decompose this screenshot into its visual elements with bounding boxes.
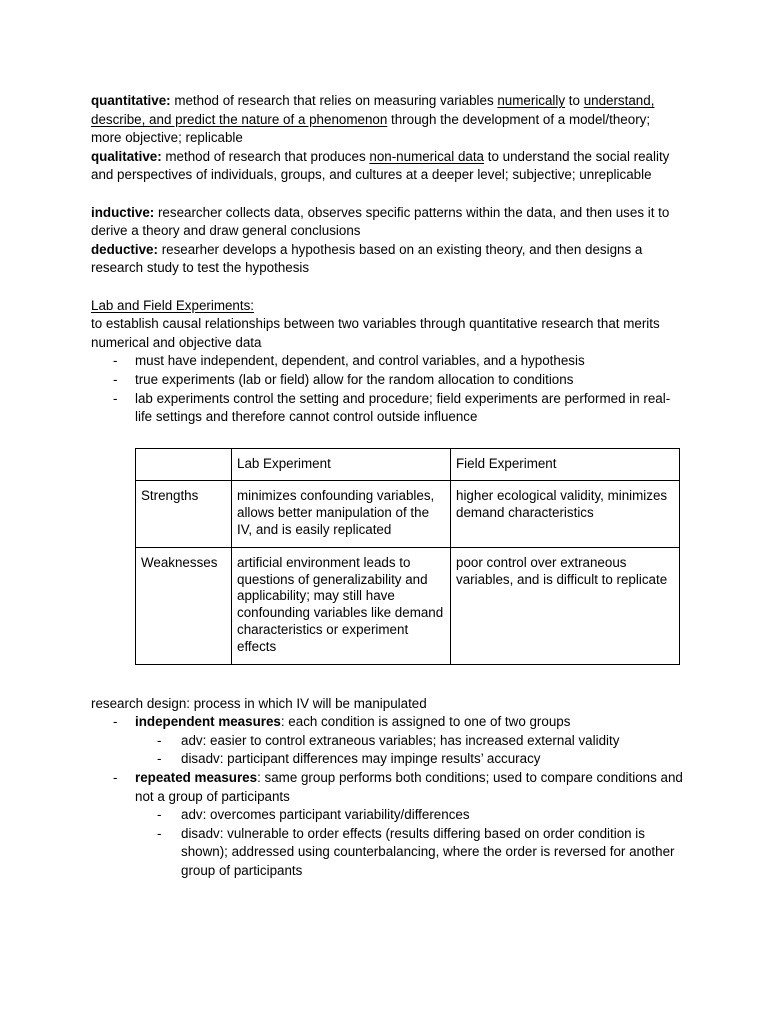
- quantitative-underline-numerically: numerically: [497, 93, 566, 108]
- experiments-bullet-list: [91, 352, 683, 426]
- qualitative-text: method of research that produces: [161, 148, 370, 164]
- list-item: - must have independent, dependent, and control variables, and a hypothesis: [91, 352, 683, 371]
- quantitative-definition: [91, 92, 683, 148]
- cell-lab-strengths: minimizes confounding variables, allows better manipulation of the IV, and is easily replicated: [232, 481, 451, 547]
- qualitative-text-end: to understand the social reality and perspectives of individuals, groups, and cultures at a deeper level; subjective; unreplicable: [91, 148, 670, 183]
- cell-field-weaknesses: poor control over extraneous variables, and is difficult to replicate: [451, 547, 680, 664]
- quantitative-text-end: through the development of a model/theory; more objective; replicable: [91, 111, 651, 146]
- column-header-field: Field Experiment: [451, 448, 680, 481]
- list-item: - disadv: vulnerable to order effects (results differing based on order condition is shown); addressed using counterbalancing, where the order is reversed for another group of participants: [135, 825, 683, 881]
- deductive-text: researher develops a hypothesis based on an existing theory, and then designs a research study to test the hypothesis: [91, 241, 643, 276]
- independent-measures-sublist: [135, 732, 683, 769]
- column-header-lab: Lab Experiment: [232, 448, 451, 481]
- experiments-heading-text: Lab and Field Experiments:: [91, 297, 255, 313]
- spacer: [91, 185, 683, 204]
- table-header-row: [136, 448, 680, 481]
- list-item: - disadv: participant differences may impinge results’ accuracy: [135, 750, 683, 769]
- row-label-strengths: Strengths: [136, 481, 232, 547]
- inductive-definition: [91, 204, 683, 241]
- table-row: [136, 481, 680, 547]
- independent-measures-term: independent measures: [135, 714, 281, 730]
- list-item: [91, 769, 683, 881]
- repeated-measures-text: : same group performs both conditions; used to compare conditions and not a group of participants: [135, 770, 683, 804]
- repeated-measures-term: repeated measures: [135, 770, 258, 786]
- qualitative-underline: non-numerical data: [369, 148, 485, 164]
- research-design-list: [91, 713, 683, 880]
- qualitative-definition: [91, 148, 683, 185]
- research-design-intro: research design: process in which IV will be manipulated: [91, 695, 427, 711]
- independent-measures-text: : each condition is assigned to one of two groups: [280, 714, 571, 730]
- row-label-weaknesses: Weaknesses: [136, 547, 232, 664]
- experiments-intro: to establish causal relationships between two variables through quantitative research that merits numerical and objective data: [91, 316, 660, 350]
- deductive-definition: [91, 241, 683, 278]
- quantitative-underline-phenomenon: understand, describe, and predict the nature of a phenomenon: [91, 93, 655, 127]
- table-row: [136, 547, 680, 664]
- experiment-comparison-table: [135, 448, 680, 665]
- deductive-term: deductive:: [91, 241, 158, 257]
- list-item: [91, 713, 683, 769]
- quantitative-term: quantitative:: [91, 93, 171, 108]
- cell-field-strengths: higher ecological validity, minimizes demand characteristics: [451, 481, 680, 547]
- experiments-heading: [91, 297, 683, 316]
- inductive-term: inductive:: [91, 204, 155, 220]
- list-item: - lab experiments control the setting and procedure; field experiments are performed in real-life settings and therefore cannot control outside influence: [91, 390, 683, 427]
- spacer: [91, 278, 683, 297]
- document-content: [91, 92, 683, 881]
- list-item: - true experiments (lab or field) allow for the random allocation to conditions: [91, 371, 683, 390]
- quantitative-text: method of research that relies on measuring variables: [170, 93, 498, 108]
- list-item: - adv: easier to control extraneous variables; has increased external validity: [135, 732, 683, 751]
- list-item: - adv: overcomes participant variability/differences: [135, 806, 683, 825]
- qualitative-term: qualitative:: [91, 148, 162, 164]
- cell-lab-weaknesses: artificial environment leads to questions of generalizability and applicability; may still have confounding variables like demand characteristics or experiment effects: [232, 547, 451, 664]
- table-corner-cell: [136, 448, 232, 481]
- repeated-measures-sublist: [135, 806, 683, 880]
- inductive-text: researcher collects data, observes specific patterns within the data, and then uses it to derive a theory and draw general conclusions: [91, 204, 670, 239]
- quantitative-text-mid: to: [565, 93, 584, 108]
